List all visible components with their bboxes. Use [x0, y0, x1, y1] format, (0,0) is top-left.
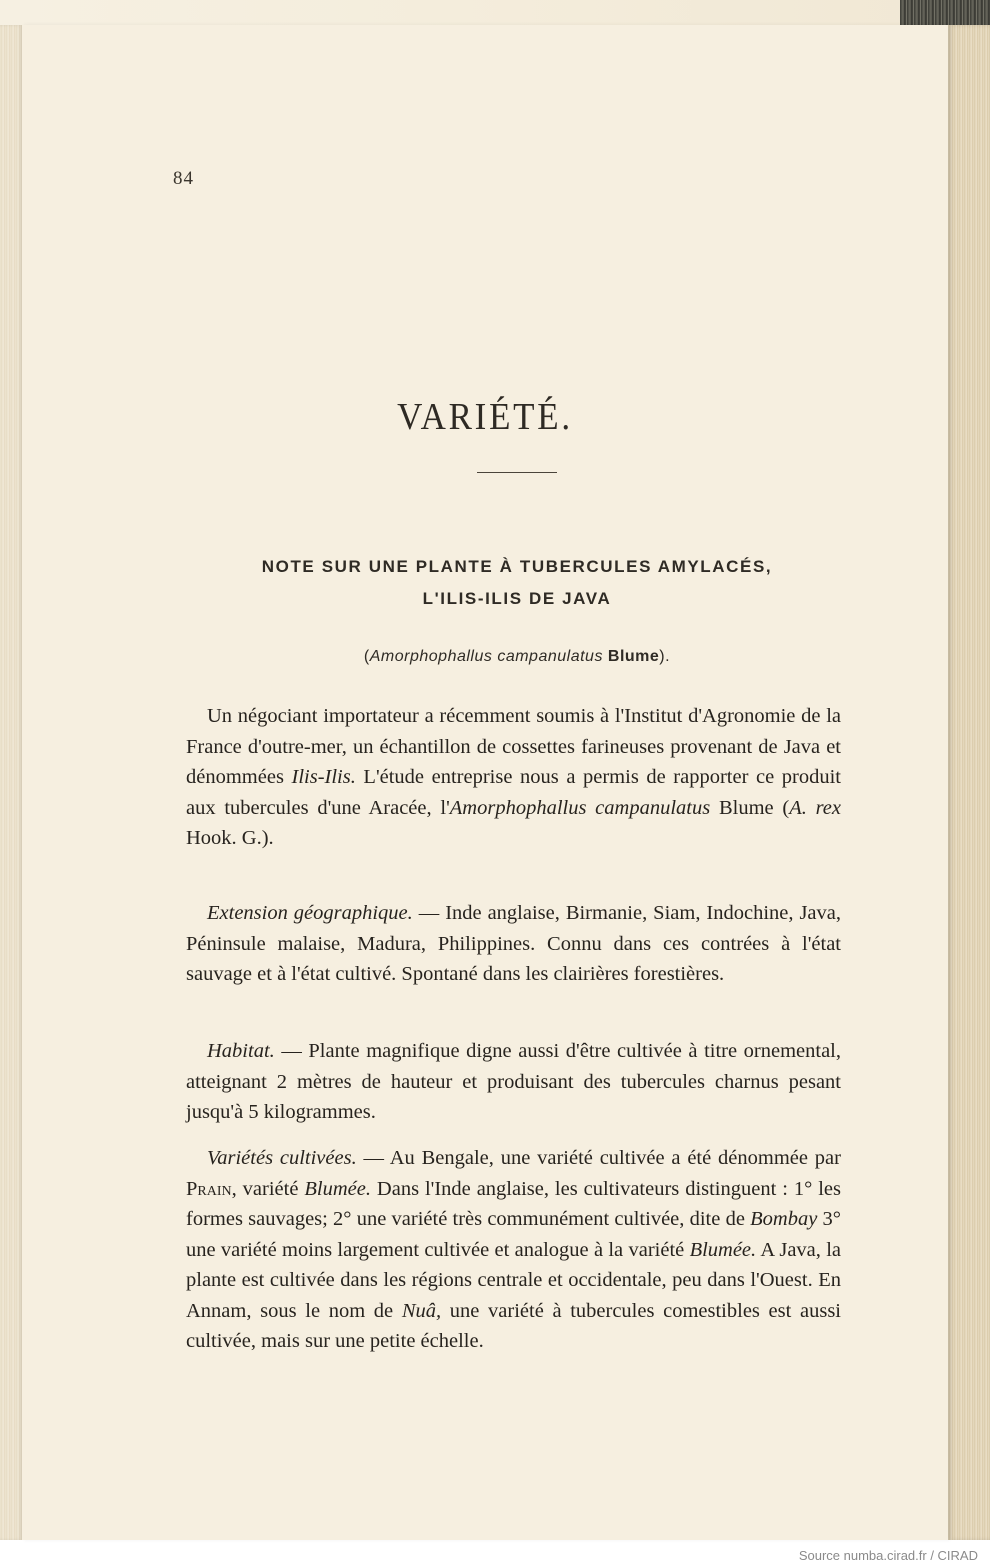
book-spine-edge: [0, 25, 22, 1540]
paragraph-label: Habitat.: [207, 1040, 275, 1062]
text-run: Un négociant importateur a récemment soumis à l'Institut d'Agronomie de la France d'outre-mer, un échantillon de cossettes farineuses provenant de Java et dénommées: [186, 705, 841, 788]
italic-run: Blumée.: [689, 1238, 757, 1261]
text-run: Hook. G.).: [186, 827, 274, 849]
text-run: , variété: [231, 1177, 305, 1200]
paragraph-label: Extension géographique.: [207, 902, 413, 924]
text-run: une variété à tubercules comestibles est aussi cultivée, mais sur une petite échelle.: [186, 1299, 841, 1352]
paragraph-label: Variétés cultivées.: [207, 1147, 357, 1169]
text-run: — Plante magnifique digne aussi d'être cultivée à titre ornemental, atteignant 2 mètres de hauteur et produisant des tubercules charnus pesant jusqu'à 5 kilogrammes.: [186, 1040, 841, 1123]
author-name: Blume: [607, 648, 660, 665]
text-run: — Inde anglaise, Birmanie, Siam, Indochine, Java, Péninsule malaise, Madura, Philippines. Connu dans ces contrées à l'état sauvage et à l'état cultivé. Spontané dans les clairières forestières.: [186, 902, 841, 985]
source-credit: Source numba.cirad.fr / CIRAD: [798, 1548, 978, 1563]
italic-run: Ilis-Ilis.: [291, 766, 356, 788]
section-title: VARIÉTÉ.: [397, 396, 573, 438]
italic-run: A. rex: [789, 796, 842, 819]
page-stack-edge: [948, 25, 990, 1540]
text-run: L'étude entreprise nous a permis de rapporter ce produit aux tubercules d'une Aracée, l': [186, 766, 841, 819]
title-divider: [477, 472, 557, 473]
italic-run: Bombay: [750, 1208, 818, 1230]
paragraph-habitat: [186, 1036, 841, 1128]
page-number: 84: [173, 168, 194, 189]
note-title-line-1: NOTE SUR UNE PLANTE À TUBERCULES AMYLACÉS,: [261, 557, 773, 576]
subtitle-open: (: [363, 648, 370, 665]
italic-run: Amorphophallus campanulatus: [449, 796, 711, 819]
paragraph-introduction: [186, 701, 841, 854]
italic-run: Nuâ,: [401, 1299, 442, 1322]
scientific-name: Amorphophallus campanulatus: [369, 648, 603, 665]
note-title: [162, 551, 872, 615]
text-run: 3° une variété moins largement cultivée et analogue à la variété: [186, 1208, 841, 1261]
italic-run: Blumée.: [304, 1177, 371, 1200]
text-run: — Au Bengale, une variété cultivée a été dénommée par: [356, 1147, 841, 1169]
note-title-line-2: L'ILIS-ILIS DE JAVA: [422, 589, 612, 608]
book-cover-edge: [900, 0, 990, 26]
small-caps-run: Prain: [186, 1177, 232, 1200]
text-run: A Java, la plante est cultivée dans les régions centrale et occidentale, peu dans l'Ouest. En Annam, sous le nom de: [186, 1238, 842, 1322]
paragraph-geographic-extension: [186, 898, 841, 990]
scientific-name-subtitle: [162, 648, 872, 666]
book-page: [22, 25, 948, 1540]
subtitle-close: ).: [659, 648, 671, 665]
paragraph-cultivated-varieties: [186, 1143, 841, 1357]
text-run: Blume (: [710, 796, 790, 819]
text-run: Dans l'Inde anglaise, les cultivateurs distinguent : 1° les formes sauvages; 2° une variété très communément cultivée, dite de: [186, 1177, 841, 1230]
